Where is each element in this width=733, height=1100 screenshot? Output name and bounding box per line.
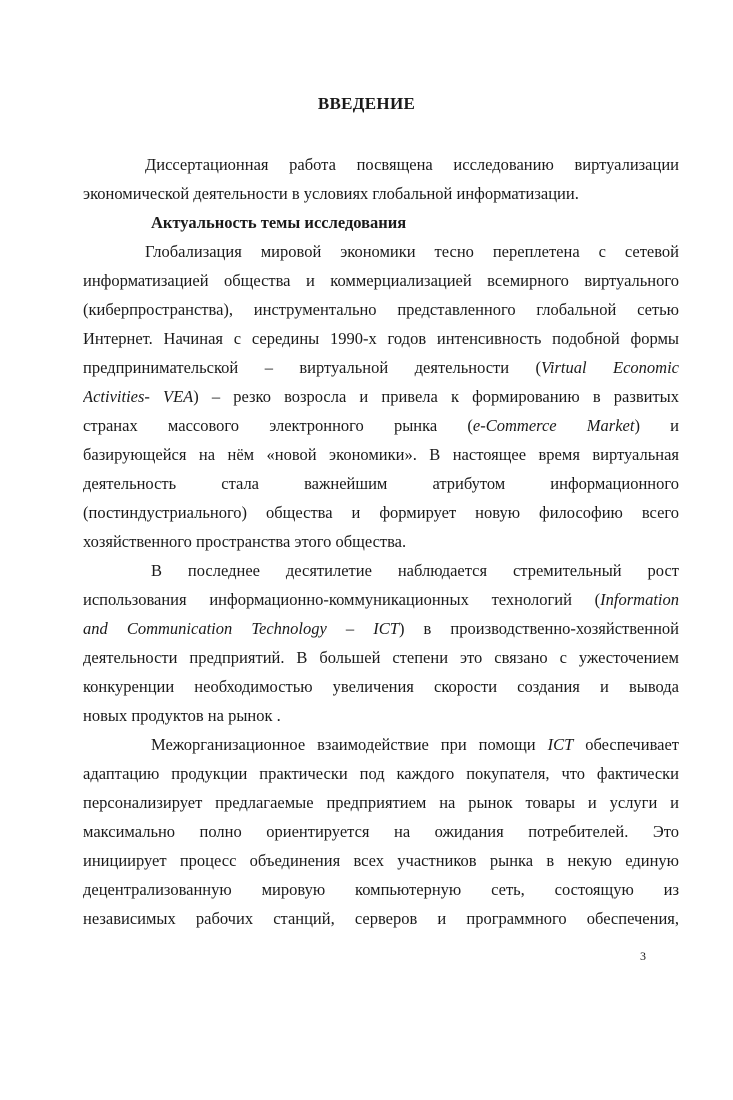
text-run: ) – резко возросла и привела к формированию в развитых xyxy=(193,387,679,406)
paragraph-2-line: деятельность стала важнейшим атрибутом информационного xyxy=(83,474,679,493)
paragraph-1-line: Диссертационная работа посвящена исследованию виртуализации xyxy=(145,155,679,174)
text-run: ) в производственно-хозяйственной xyxy=(398,619,679,638)
paragraph-3-line xyxy=(83,585,679,614)
italic-term: Information xyxy=(600,590,679,609)
paragraph-4-line: адаптацию продукции практически под каждого покупателя, что фактически xyxy=(83,764,679,783)
paragraph-2-line xyxy=(83,411,679,440)
paragraph-2-line: (постиндустриального) общества и формирует новую философию всего xyxy=(83,503,679,522)
text-run: Межорганизационное взаимодействие при помощи xyxy=(151,735,548,754)
paragraph-2-line: хозяйственного пространства этого общества. xyxy=(83,532,407,551)
section-subheading: Актуальность темы исследования xyxy=(151,213,407,232)
paragraph-1-line: экономической деятельности в условиях глобальной информатизации. xyxy=(83,184,579,203)
paragraph-4-line: децентрализованную мировую компьютерную сеть, состоящую из xyxy=(83,880,679,899)
text-run: ) и xyxy=(634,416,679,435)
italic-term: ICT xyxy=(547,735,574,754)
paragraph-4-line: инициирует процесс объединения всех участников рынка в некую единую xyxy=(83,851,679,870)
paragraph-3-line: В последнее десятилетие наблюдается стремительный рост xyxy=(151,561,679,580)
paragraph-3-line: конкуренции необходимостью увеличения скорости создания и вывода xyxy=(83,677,679,696)
italic-term: Virtual Economic xyxy=(541,358,679,377)
paragraph-2-line: (киберпространства), инструментально представленного глобальной сетью xyxy=(83,300,679,319)
paragraph-2-line xyxy=(83,382,679,411)
text-run: предпринимательской – виртуальной деятельности ( xyxy=(83,358,542,377)
page-title: ВВЕДЕНИЕ xyxy=(317,94,416,113)
paragraph-2-line xyxy=(83,353,679,382)
paragraph-4-line xyxy=(83,730,679,759)
paragraph-2-line: Глобализация мировой экономики тесно переплетена с сетевой xyxy=(145,242,679,261)
paragraph-4-line: максимально полно ориентируется на ожидания потребителей. Это xyxy=(83,822,679,841)
text-run: странах массового электронного рынка ( xyxy=(83,416,473,435)
italic-term: e-Commerce Market xyxy=(472,416,635,435)
paragraph-2-line: базирующейся на нём «новой экономики». В настоящее время виртуальная xyxy=(83,445,679,464)
paragraph-4-line: персонализирует предлагаемые предприятием на рынок товары и услуги и xyxy=(83,793,679,812)
body-text xyxy=(83,150,679,933)
text-run: использования информационно-коммуникационных технологий ( xyxy=(83,590,601,609)
italic-term: Activities- VEA xyxy=(83,387,194,406)
paragraph-4-line: независимых рабочих станций, серверов и программного обеспечения, xyxy=(83,909,679,928)
paragraph-3-line: деятельности предприятий. В большей степени это связано с ужесточением xyxy=(83,648,679,667)
paragraph-2-line: Интернет. Начиная с середины 1990-х годов интенсивность подобной формы xyxy=(83,329,679,348)
italic-term: and Communication Technology – ICT xyxy=(83,619,399,638)
text-run: обеспечивает xyxy=(573,735,679,754)
paragraph-2-line: информатизацией общества и коммерциализацией всемирного виртуального xyxy=(83,271,679,290)
paragraph-3-line: новых продуктов на рынок . xyxy=(83,706,281,725)
page-number: 3 xyxy=(640,949,646,963)
paragraph-3-line xyxy=(83,614,679,643)
